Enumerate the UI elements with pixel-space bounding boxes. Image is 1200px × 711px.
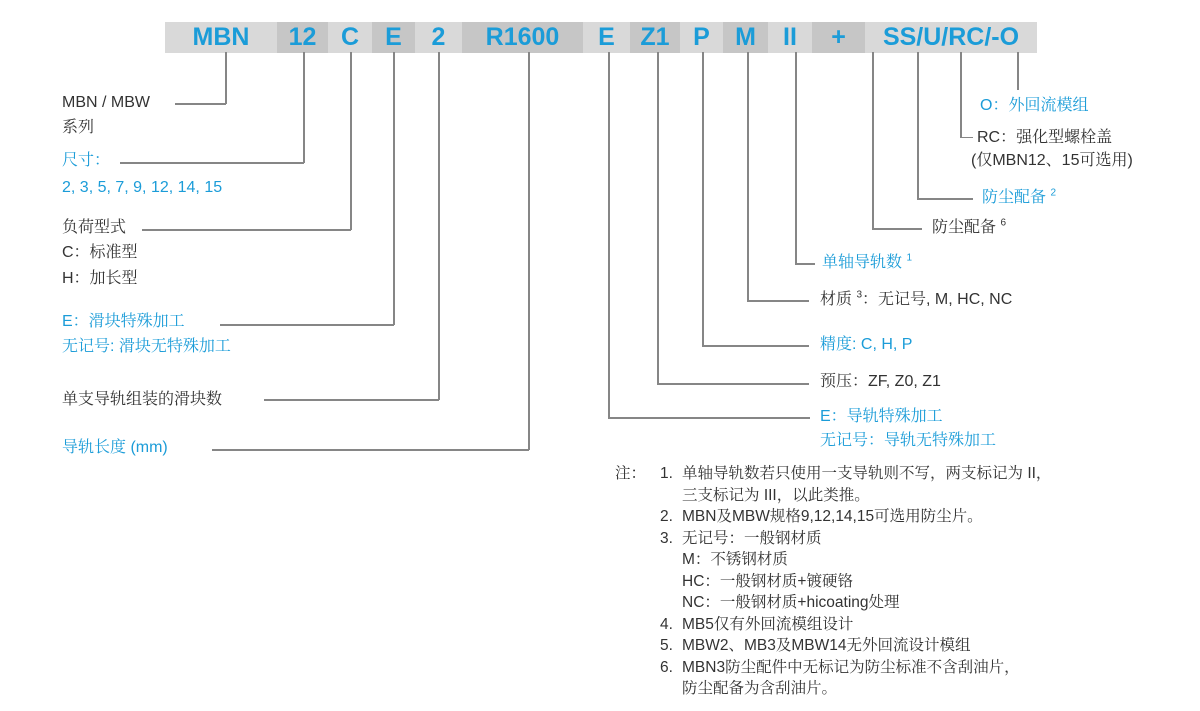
note-lines <box>682 506 983 528</box>
callout-material: 材质 $^3$：无记号, M, HC, NC <box>820 289 1013 308</box>
note-lines <box>682 463 1051 506</box>
code-segment: C <box>328 22 372 53</box>
connector-line <box>795 52 797 264</box>
code-segment: R1600 <box>462 22 583 53</box>
callout-block-special-none: 无记号: 滑块无特殊加工 <box>62 338 231 355</box>
note-item <box>660 528 1051 614</box>
note-item <box>660 657 1051 700</box>
connector-line <box>657 52 659 384</box>
code-segment: SS/U/RC/-O <box>865 22 1037 53</box>
connector-line <box>917 198 973 200</box>
note-line: MBW2、MB3及MBW14无外回流设计模组 <box>682 637 971 654</box>
connector-line <box>212 449 529 451</box>
connector-line <box>1017 52 1019 90</box>
connector-line <box>264 399 439 401</box>
note-item <box>660 506 1051 528</box>
connector-line <box>702 345 809 347</box>
note-item <box>660 635 1051 657</box>
code-segment: M <box>723 22 768 53</box>
connector-line <box>795 263 815 265</box>
callout-load-type-c: C：标准型 <box>62 244 138 261</box>
connector-line <box>747 300 809 302</box>
callout-series-label: 系列 <box>62 119 95 136</box>
note-number: 5. <box>660 637 673 654</box>
code-segment: II <box>768 22 812 53</box>
code-segment: P <box>680 22 723 53</box>
callout-precision: 精度: C, H, P <box>820 336 913 353</box>
connector-line <box>350 52 352 230</box>
note-line: MBN3防尘配件中无标记为防尘标准不含刮油片， <box>682 658 1020 676</box>
notes-block <box>615 463 1051 700</box>
note-number: 6. <box>660 658 673 676</box>
note-number: 3. <box>660 529 673 547</box>
model-code-bar <box>165 22 1037 53</box>
connector-line <box>142 229 351 231</box>
note-lines <box>682 657 1020 700</box>
code-segment: + <box>812 22 865 53</box>
callout-external-circulation: O：外回流模组 <box>980 97 1089 114</box>
note-item <box>660 614 1051 636</box>
connector-line <box>608 52 610 418</box>
code-segment: 12 <box>277 22 328 53</box>
callout-series-name: MBN / MBW <box>62 94 150 111</box>
connector-line <box>657 383 809 385</box>
callout-rc-note: (仅MBN12、15可选用) <box>971 152 1133 169</box>
code-segment: Z1 <box>630 22 680 53</box>
callout-rail-special: E：导轨特殊加工 <box>820 408 943 425</box>
connector-line <box>917 52 919 199</box>
code-segment: E <box>583 22 630 53</box>
callout-dust-2: 防尘配备 $^2$ <box>982 187 1057 206</box>
code-segment: 2 <box>415 22 462 53</box>
note-line: M：不锈钢材质 <box>682 551 788 568</box>
note-line: 三支标记为 III，以此类推。 <box>682 486 870 504</box>
notes-list <box>660 463 1051 700</box>
note-number: 4. <box>660 615 673 633</box>
connector-line <box>225 52 227 104</box>
callout-block-special: E：滑块特殊加工 <box>62 313 185 330</box>
callout-rail-length: 导轨长度 (mm) <box>62 439 168 456</box>
connector-line <box>438 52 440 400</box>
code-segment: MBN <box>165 22 277 53</box>
note-lines <box>682 614 853 636</box>
callout-load-type-title: 负荷型式 <box>62 219 127 236</box>
callout-axis-count: 单轴导轨数 $^1$ <box>822 252 913 271</box>
connector-line <box>303 52 305 163</box>
callout-preload: 预压：ZF, Z0, Z1 <box>820 373 941 390</box>
note-number: 2. <box>660 508 673 525</box>
connector-line <box>175 103 226 105</box>
callout-load-type-h: H：加长型 <box>62 270 138 287</box>
note-line: 防尘配备为含刮油片。 <box>682 680 838 697</box>
connector-line <box>747 52 749 301</box>
connector-line <box>393 52 395 325</box>
callout-size-title: 尺寸： <box>62 152 111 169</box>
connector-line <box>872 52 874 229</box>
connector-line <box>872 228 922 230</box>
note-lines <box>682 528 900 614</box>
callout-size-values: 2, 3, 5, 7, 9, 12, 14, 15 <box>62 179 223 196</box>
note-line: 单轴导轨数若只使用一支导轨则不写，两支标记为 II， <box>682 465 1052 482</box>
note-line: MBN及MBW规格9,12,14,15可选用防尘片。 <box>682 508 983 525</box>
code-segment: E <box>372 22 415 53</box>
note-line: 无记号：一般钢材质 <box>682 529 822 547</box>
callout-rc-title: RC：强化型螺栓盖 <box>977 129 1113 146</box>
connector-line <box>702 52 704 346</box>
note-lines <box>682 635 971 657</box>
callout-block-count: 单支导轨组装的滑块数 <box>62 391 223 408</box>
note-number: 1. <box>660 465 673 482</box>
callout-rail-special-none: 无记号：导轨无特殊加工 <box>820 432 997 449</box>
connector-line <box>120 162 304 164</box>
connector-line <box>608 417 810 419</box>
connector-line <box>960 137 973 139</box>
connector-line <box>960 52 962 138</box>
note-line: MB5仅有外回流模组设计 <box>682 615 854 633</box>
note-item <box>660 463 1051 506</box>
callout-dust-6: 防尘配备 $^6$ <box>932 217 1007 236</box>
note-line: NC：一般钢材质+hicoating处理 <box>682 594 900 611</box>
connector-line <box>220 324 394 326</box>
connector-line <box>528 52 530 450</box>
notes-prefix: 注： <box>615 465 647 482</box>
note-line: HC：一般钢材质+镀硬铬 <box>682 572 853 590</box>
